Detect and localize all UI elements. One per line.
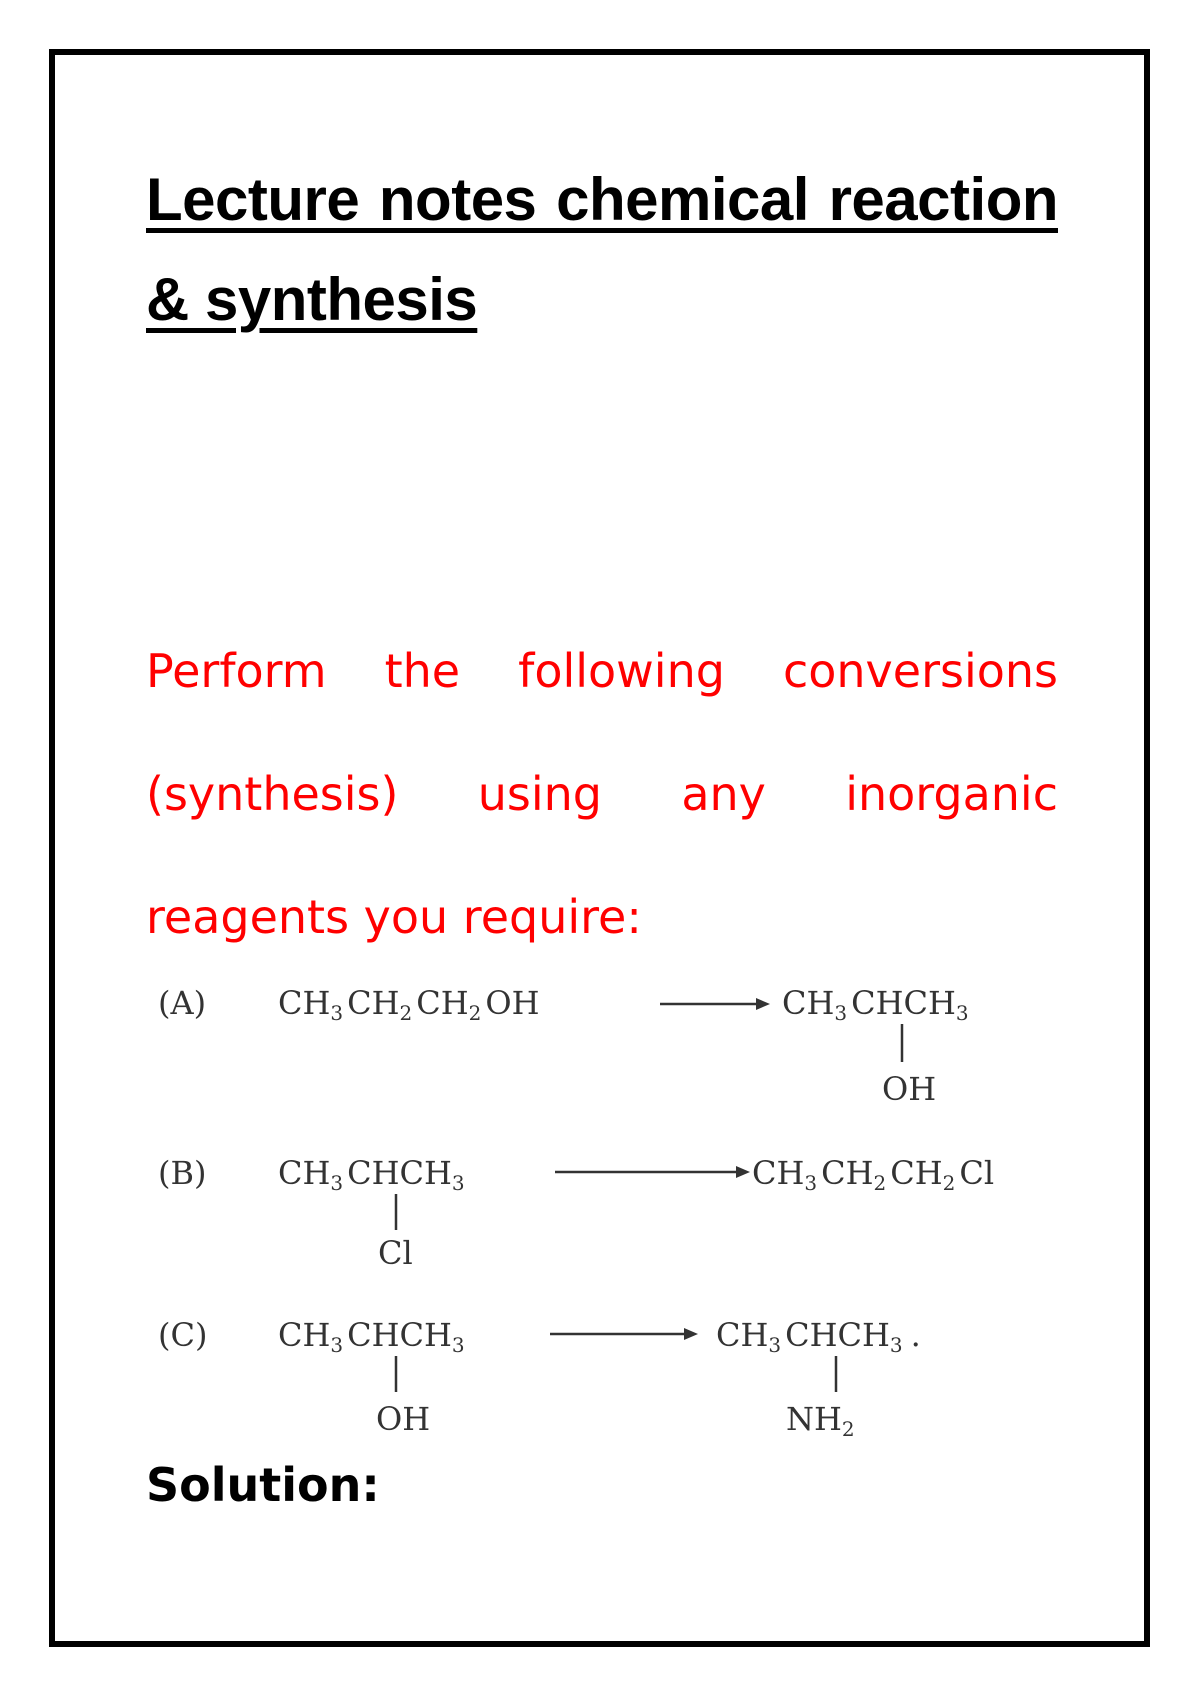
reaction-a-reactant: CH3 CH2 CH2 OH bbox=[278, 984, 540, 1025]
reaction-c-product: CH3 CHCH3 . bbox=[716, 1316, 921, 1357]
reaction-c-label: (C) bbox=[158, 1316, 208, 1354]
reaction-c-product-substituent: NH2 bbox=[786, 1400, 855, 1441]
reaction-a-product: CH3 CHCH3 bbox=[782, 984, 969, 1025]
reaction-c-arrow bbox=[550, 1328, 698, 1340]
reaction-a bbox=[158, 984, 969, 1108]
reaction-b-label: (B) bbox=[158, 1154, 207, 1192]
reaction-c bbox=[158, 1316, 921, 1441]
instruction-text: Perform the following conversions (synthesis) using any inorganic reagents you require: bbox=[146, 644, 1058, 944]
reaction-b-reactant: CH3 CHCH3 bbox=[278, 1154, 465, 1195]
reaction-b-product: CH3 CH2 CH2 Cl bbox=[752, 1154, 995, 1195]
reaction-a-arrow bbox=[660, 998, 770, 1010]
reaction-c-reactant-substituent: OH bbox=[376, 1400, 431, 1438]
reaction-a-product-substituent: OH bbox=[882, 1070, 937, 1108]
solution-label: Solution: bbox=[146, 1458, 380, 1512]
lecture-title: Lecture notes chemical reaction & synthesis bbox=[146, 166, 1058, 333]
reaction-b-arrow bbox=[555, 1166, 750, 1178]
reaction-b bbox=[158, 1154, 994, 1272]
reaction-c-reactant: CH3 CHCH3 bbox=[278, 1316, 465, 1357]
reaction-a-label: (A) bbox=[158, 984, 207, 1022]
reaction-b-reactant-substituent: Cl bbox=[378, 1234, 413, 1272]
